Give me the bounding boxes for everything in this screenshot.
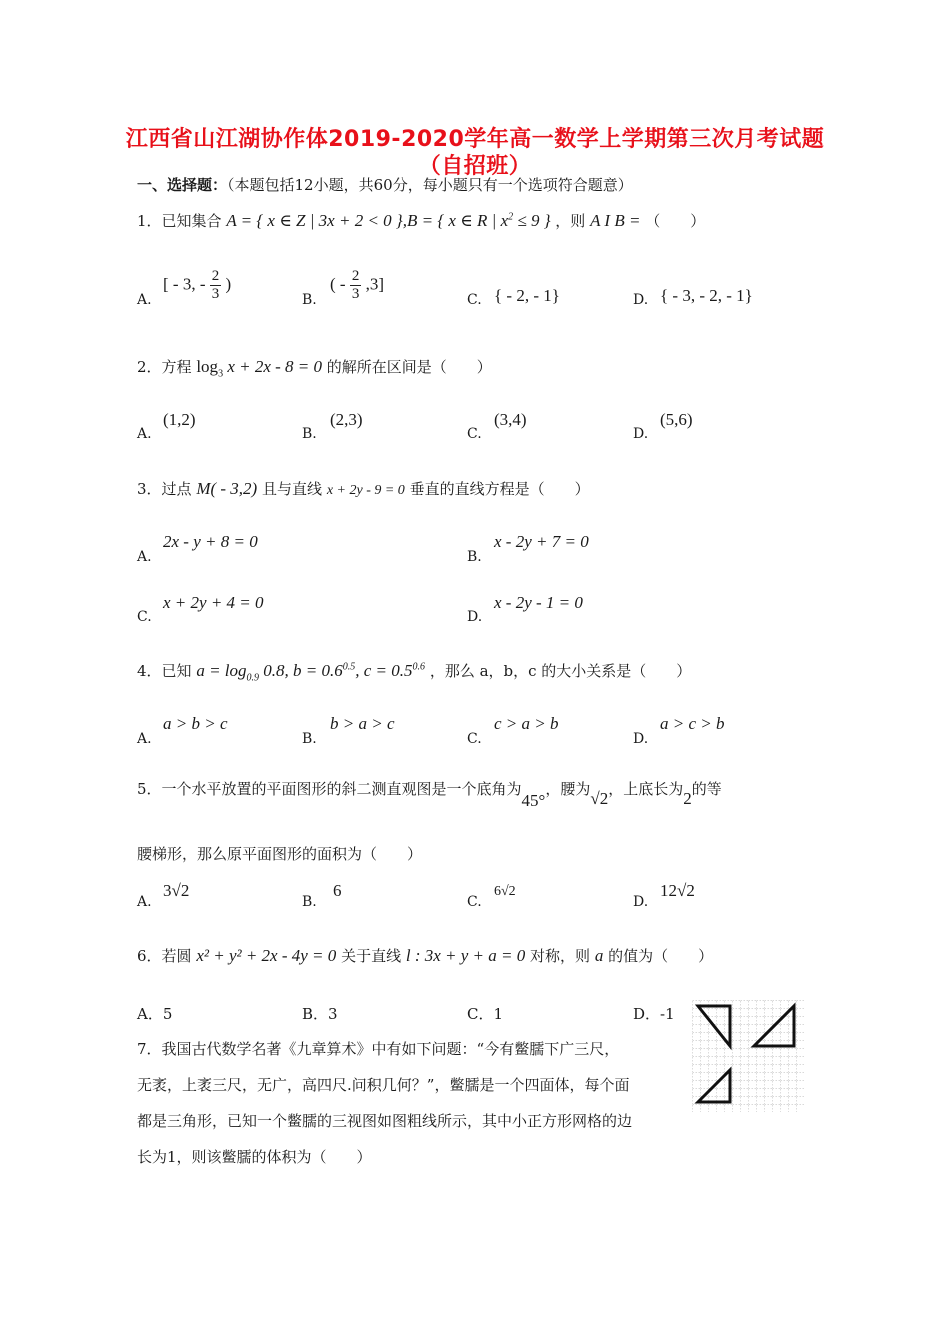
question-1 xyxy=(137,210,705,231)
question-3-number: 3．过点 xyxy=(137,480,192,498)
q1-expression: A I B = xyxy=(590,211,641,230)
q1-set-b: ,B = { x ∈ R | $x^2 \le 9$ } xyxy=(402,211,551,230)
q3-option-a-label: A. xyxy=(137,549,152,565)
q5-option-b-value: 6 xyxy=(333,881,342,900)
question-2-number: 2．方程 xyxy=(137,358,192,376)
q5-text-1: 5．一个水平放置的平面图形的斜二测直观图是一个底角为 xyxy=(137,780,522,798)
question-5 xyxy=(137,778,722,810)
q5-text-4: 的等 xyxy=(691,780,722,798)
q4-option-b-label: B. xyxy=(302,731,317,747)
q3-option-c-label: C. xyxy=(137,609,152,625)
q3-option-a-value: 2x - y + 8 = 0 xyxy=(163,532,258,551)
q1-option-c-label: C. xyxy=(467,292,482,308)
q6-option-b: B．3 xyxy=(302,1005,338,1023)
q2-option-b-label: B. xyxy=(302,426,317,442)
q6-mid: 关于直线 xyxy=(341,947,402,965)
q5-text-3: ，上底长为 xyxy=(608,780,684,798)
q2-option-d-label: D. xyxy=(633,426,649,442)
q5-option-a-label: A. xyxy=(137,894,152,910)
q4-option-a-label: A. xyxy=(137,731,152,747)
q1-option-b-value: ( - $\frac{2}{3}$ ,3] xyxy=(330,268,384,302)
question-3 xyxy=(137,478,590,499)
q3-mid-text: 且与直线 xyxy=(262,480,323,498)
q4-option-b-value: b > a > c xyxy=(330,714,395,733)
q6-option-a: A．5 xyxy=(137,1005,173,1023)
q1-option-a-label: A. xyxy=(137,292,152,308)
q6-option-c: C．1 xyxy=(467,1005,504,1023)
q1-option-a-value: [ - 3, - $\frac{2}{3}$ ) xyxy=(163,268,232,302)
q6-line: l : 3x + y + a = 0 xyxy=(405,946,526,965)
q7-line-4: 长为1，则该鳖臑的体积为（ ） xyxy=(137,1148,372,1166)
q5-option-a-value: 3√2 xyxy=(163,881,190,900)
q4-option-c-value: c > a > b xyxy=(494,714,559,733)
q5-sqrt: √2 xyxy=(590,789,609,808)
q4-option-d-label: D. xyxy=(633,731,649,747)
q2-option-c-label: C. xyxy=(467,426,482,442)
question-6-number: 6．若圆 xyxy=(137,947,192,965)
question-4 xyxy=(137,660,691,683)
q6-circle: x² + y² + 2x - 4y = 0 xyxy=(196,946,337,965)
q2-option-a-label: A. xyxy=(137,426,152,442)
three-view-figure xyxy=(692,1000,804,1112)
q3-point: M( - 3,2) xyxy=(196,479,258,498)
q7-line-1: 7．我国古代数学名著《九章算术》中有如下问题：“今有鳖臑下广三尺， xyxy=(137,1040,620,1058)
q3-ask: 垂直的直线方程是（ ） xyxy=(409,480,590,498)
q5-angle: 45° xyxy=(521,791,546,810)
q4-values: $a = \log_{0.9} 0.8$, $b = 0.6^{0.5}$, $c = 0.5^{0.6}$ xyxy=(196,661,426,684)
section-description: （本题包括12小题，共60分，每小题只有一个选项符合题意） xyxy=(227,176,633,194)
q3-option-d-value: x - 2y - 1 = 0 xyxy=(494,593,583,612)
q1-option-b-label: B. xyxy=(302,292,317,308)
question-1-number: 1．已知集合 xyxy=(137,212,222,230)
q3-option-c-value: x + 2y + 4 = 0 xyxy=(163,593,264,612)
q3-option-d-label: D. xyxy=(467,609,483,625)
section-header xyxy=(137,174,633,195)
q2-option-b-value: (2,3) xyxy=(330,410,363,429)
q2-ask: 的解所在区间是（ ） xyxy=(326,358,492,376)
q4-ask: ，那么 a，b，c 的大小关系是（ ） xyxy=(429,662,692,680)
q5-option-d-label: D. xyxy=(633,894,649,910)
q2-option-a-value: (1,2) xyxy=(163,410,196,429)
q1-ask: ，则 xyxy=(555,212,586,230)
q2-option-c-value: (3,4) xyxy=(494,410,527,429)
q5-option-d-value: 12√2 xyxy=(660,881,695,900)
q3-option-b-value: x - 2y + 7 = 0 xyxy=(494,532,589,551)
q5-option-b-label: B. xyxy=(302,894,317,910)
q5-option-c-label: C. xyxy=(467,894,482,910)
q1-option-c-value: { - 2, - 1} xyxy=(494,286,560,305)
document-title: 江西省山江湖协作体2019-2020学年高一数学上学期第三次月考试题 xyxy=(125,127,825,152)
q7-line-3: 都是三角形，已知一个鳖臑的三视图如图粗线所示，其中小正方形网格的边 xyxy=(137,1112,633,1130)
q7-line-2: 无袤，上袤三尺，无广，高四尺.问积几何？”，鳖臑是一个四面体，每个面 xyxy=(137,1076,630,1094)
q3-line: x + 2y - 9 = 0 xyxy=(326,483,405,498)
q2-equation: $\log_3 x + 2x - 8 = 0$ xyxy=(196,357,323,380)
q3-option-b-label: B. xyxy=(467,549,482,565)
q4-option-d-value: a > c > b xyxy=(660,714,725,733)
q5-text-2: ，腰为 xyxy=(545,780,591,798)
document-subtitle: （自招班） xyxy=(418,154,532,179)
q6-mid-2: 对称，则 xyxy=(530,947,591,965)
q2-option-d-value: (5,6) xyxy=(660,410,693,429)
q4-option-c-label: C. xyxy=(467,731,482,747)
q4-option-a-value: a > b > c xyxy=(163,714,228,733)
q5-two: 2 xyxy=(683,789,692,808)
question-2 xyxy=(137,356,492,379)
q1-option-d-label: D. xyxy=(633,292,649,308)
q6-ask: 的值为（ ） xyxy=(608,947,714,965)
q6-option-d: D．-1 xyxy=(633,1005,675,1023)
q6-var: a xyxy=(594,946,604,965)
question-6 xyxy=(137,945,713,966)
q5-line-2: 腰梯形，那么原平面图形的面积为（ ） xyxy=(137,845,423,863)
q1-option-d-value: { - 3, - 2, - 1} xyxy=(660,286,753,305)
q5-option-c-value: 6√2 xyxy=(494,884,516,899)
q1-paren: （ ） xyxy=(645,212,706,230)
q1-set-a: A = { x ∈ Z | 3x + 2 < 0 } xyxy=(226,211,403,230)
question-4-number: 4．已知 xyxy=(137,662,192,680)
section-heading: 一、选择题： xyxy=(137,176,228,194)
